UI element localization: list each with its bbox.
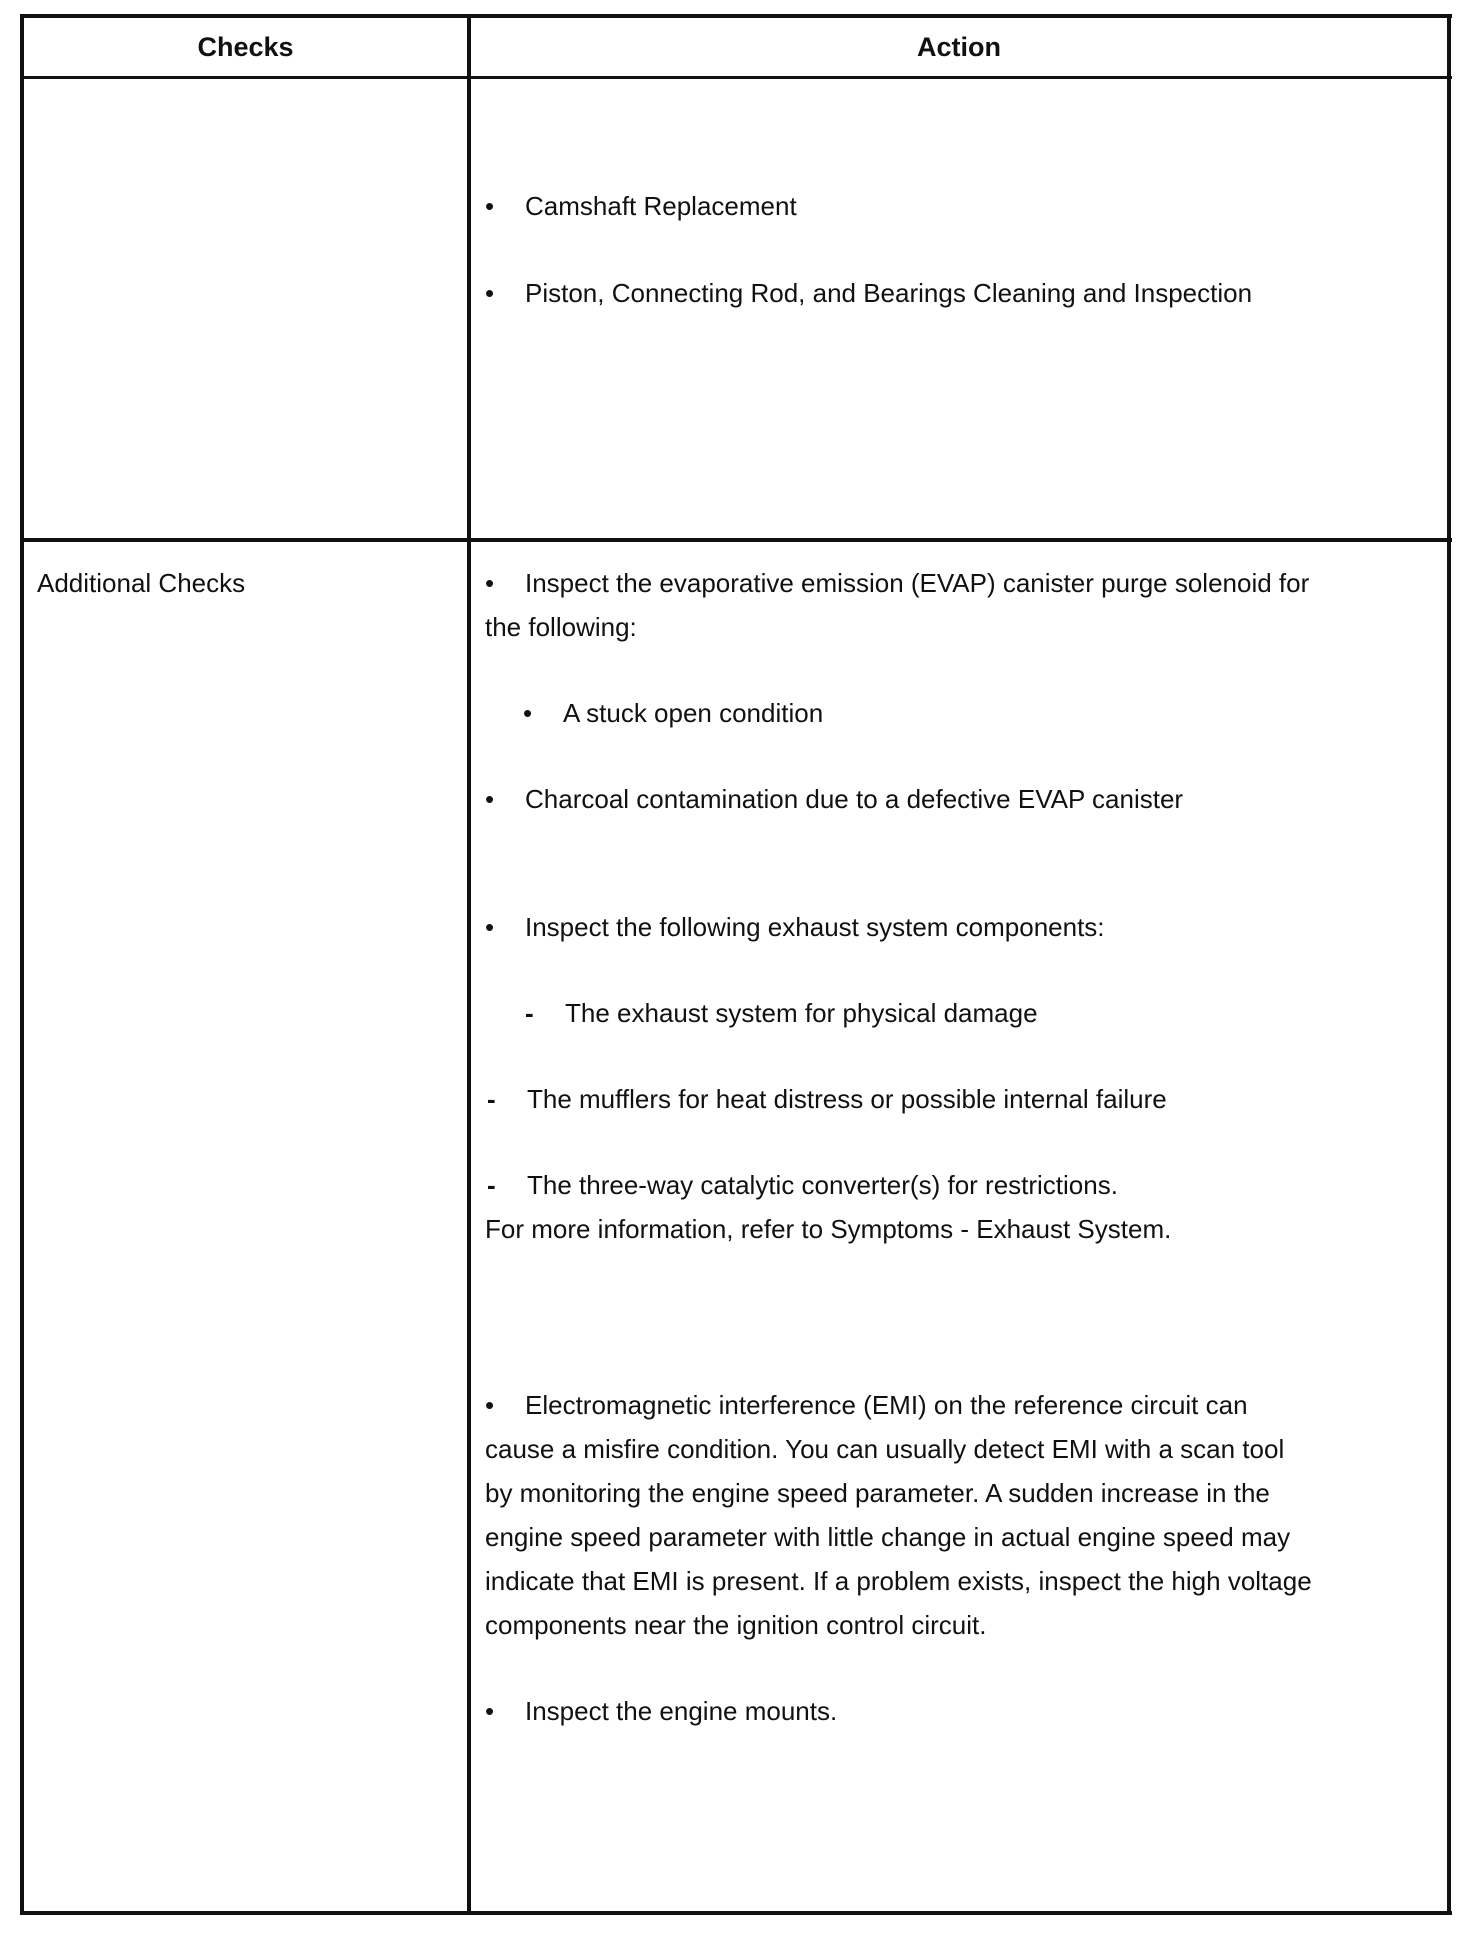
exhaust-sub-item-1-text: The exhaust system for physical damage: [565, 998, 1038, 1028]
engine-mounts-item: [485, 1689, 837, 1733]
evap-sub-item-2-text: Charcoal contamination due to a defective EVAP canister: [525, 784, 1184, 814]
evap-intro-line1-text: Inspect the evaporative emission (EVAP) canister purge solenoid for: [525, 568, 1310, 598]
engine-mounts-item-text: Inspect the engine mounts.: [525, 1696, 838, 1726]
emi-line-5: indicate that EMI is present. If a problem exists, inspect the high voltage: [485, 1566, 1312, 1596]
table-row-divider: [20, 538, 1452, 542]
exhaust-intro-text: Inspect the following exhaust system components:: [525, 912, 1105, 942]
exhaust-sub-item-2-text: The mufflers for heat distress or possible internal failure: [527, 1084, 1167, 1114]
header-action: Action: [917, 31, 1001, 62]
bullet-marker: •: [485, 191, 495, 221]
emi-line-1: [485, 1383, 1248, 1427]
exhaust-sub-item-3: [487, 1163, 1118, 1207]
emi-line-4: engine speed parameter with little change in actual engine speed may: [485, 1522, 1291, 1552]
exhaust-sub-item-3-text: The three-way catalytic converter(s) for restrictions.: [527, 1170, 1118, 1200]
emi-line-2: cause a misfire condition. You can usually detect EMI with a scan tool: [485, 1434, 1285, 1464]
table-column-divider: [467, 14, 471, 1915]
emi-line-1-text: Electromagnetic interference (EMI) on the reference circuit can: [525, 1390, 1248, 1420]
row1-action-item-2-text: Piston, Connecting Rod, and Bearings Cleaning and Inspection: [525, 278, 1253, 308]
table-header-divider: [20, 76, 1452, 79]
dash-marker: -: [487, 1170, 496, 1200]
evap-sub-item-1-text: A stuck open condition: [563, 698, 824, 728]
evap-intro-line2: the following:: [485, 612, 637, 642]
bullet-marker: •: [523, 698, 533, 728]
header-checks: Checks: [197, 31, 294, 62]
evap-sub-item-1: [523, 691, 823, 735]
dash-marker: -: [487, 1084, 496, 1114]
exhaust-sub-item-1: [525, 991, 1038, 1035]
evap-sub-item-2: [485, 777, 1183, 821]
bullet-marker: •: [485, 278, 495, 308]
row1-action-item-1: [485, 184, 797, 228]
table-border-bottom: [20, 1911, 1452, 1915]
dash-marker: -: [525, 998, 534, 1028]
exhaust-intro: [485, 905, 1105, 949]
table-border-right: [1447, 14, 1451, 1915]
exhaust-sub-item-2: [487, 1077, 1167, 1121]
bullet-marker: •: [485, 1696, 495, 1726]
bullet-marker: •: [485, 784, 495, 814]
emi-line-6: components near the ignition control circuit.: [485, 1610, 987, 1640]
table-border-left: [20, 14, 24, 1915]
row1-action-item-1-text: Camshaft Replacement: [525, 191, 797, 221]
exhaust-more-info: For more information, refer to Symptoms - Exhaust System.: [485, 1214, 1172, 1244]
bullet-marker: •: [485, 1390, 495, 1420]
evap-intro-line1: [485, 561, 1309, 605]
emi-line-3: by monitoring the engine speed parameter. A sudden increase in the: [485, 1478, 1270, 1508]
bullet-marker: •: [485, 912, 495, 942]
row1-action-item-2: [485, 271, 1252, 315]
row2-checks-label: Additional Checks: [37, 568, 246, 598]
bullet-marker: •: [485, 568, 495, 598]
